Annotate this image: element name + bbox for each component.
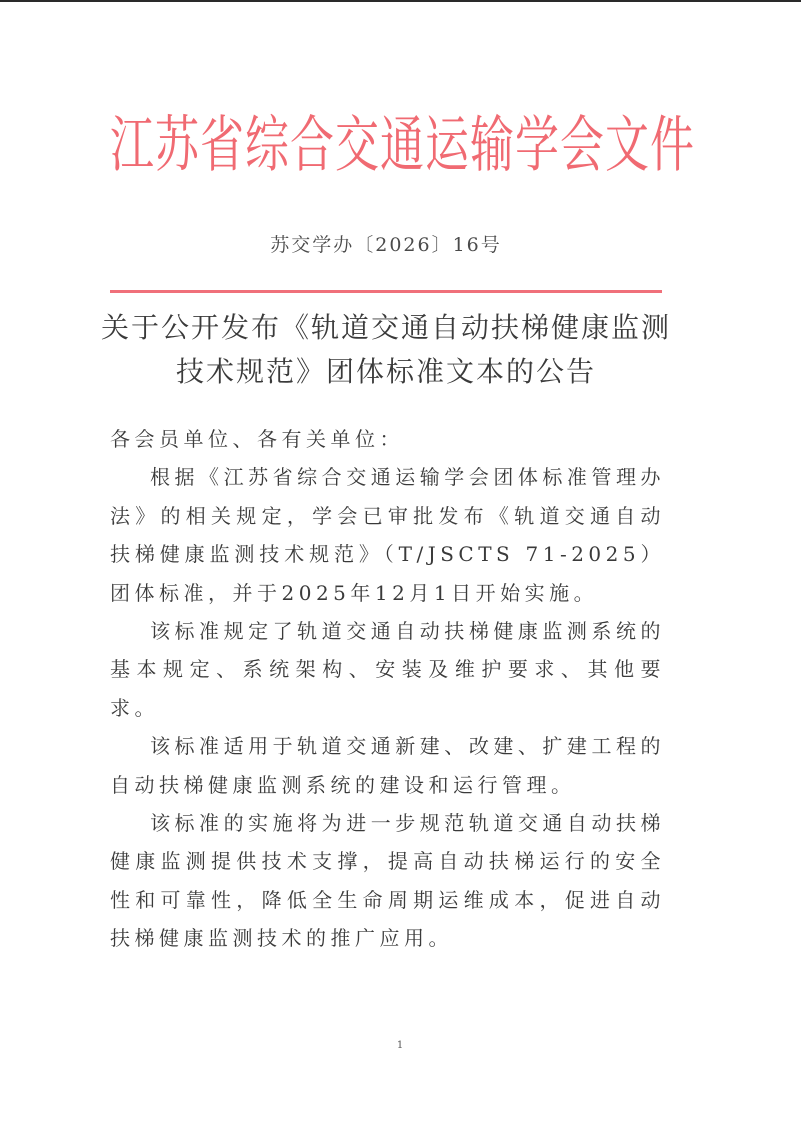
body-paragraph-1: 根据《江苏省综合交通运输学会团体标准管理办法》的相关规定，学会已审批发布《轨道交通自动扶梯健康监测技术规范》（T/JSCTS 71-2025）团体标准，并于2025年12月1日开始实施。 (110, 465, 665, 605)
body-paragraph-4: 该标准的实施将为进一步规范轨道交通自动扶梯健康监测提供技术支撑，提高自动扶梯运行的安全性和可靠性，降低全生命周期运维成本，促进自动扶梯健康监测技术的推广应用。 (110, 811, 665, 951)
page-number: 1 (396, 1040, 404, 1051)
issuer-header-title: 江苏省综合交通运输学会文件 (110, 110, 695, 181)
notice-title (100, 306, 672, 394)
notice-body (110, 420, 665, 958)
page-top-border (0, 0, 801, 2)
salutation: 各会员单位、各有关单位： (110, 427, 404, 451)
body-paragraph-3: 该标准适用于轨道交通新建、改建、扩建工程的自动扶梯健康监测系统的建设和运行管理。 (110, 734, 665, 797)
notice-title-line-1: 关于公开发布《轨道交通自动扶梯健康监测 (100, 311, 671, 344)
red-divider-rule (110, 290, 662, 293)
body-paragraph-2: 该标准规定了轨道交通自动扶梯健康监测系统的基本规定、系统架构、安装及维护要求、其他要求。 (110, 619, 665, 720)
document-number: 苏交学办〔2026〕16号 (270, 234, 502, 256)
notice-title-line-2: 技术规范》团体标准文本的公告 (175, 355, 596, 388)
